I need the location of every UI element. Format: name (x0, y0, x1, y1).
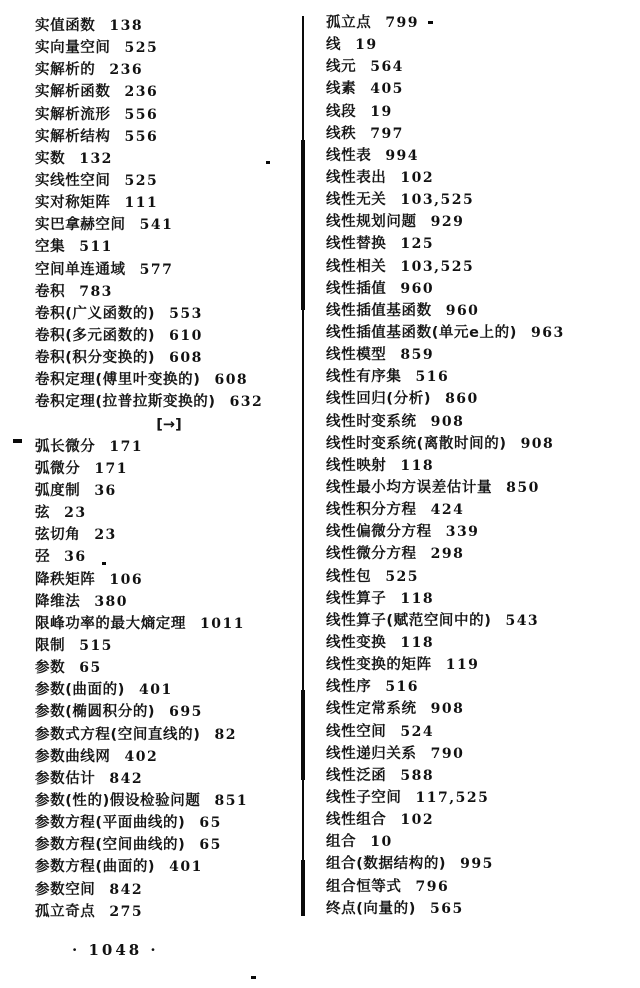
index-entry-page-numbers: 103,525 (400, 258, 475, 275)
index-entry (35, 856, 303, 878)
index-entry (326, 278, 632, 300)
index-entry (326, 167, 632, 189)
index-entry (35, 746, 303, 768)
index-entry-page-numbers: 796 (415, 878, 450, 895)
index-entry-page-numbers: 960 (445, 302, 480, 319)
index-entry-page-numbers: 799 (385, 15, 420, 32)
index-entry-page-numbers: 236 (109, 62, 144, 79)
index-entry-term: 线性递归关系 (326, 745, 417, 762)
column-divider-rule-thick-segment (301, 690, 305, 780)
index-entry (326, 433, 632, 455)
index-entry-page-numbers: 19 (370, 103, 393, 120)
index-entry-term: 参数方程(平面曲线的) (35, 815, 186, 832)
column-divider-rule-thick-segment (301, 140, 305, 310)
index-entry (35, 657, 303, 679)
index-entry-page-numbers: 102 (400, 812, 435, 829)
index-entry-term: 参数(曲面的) (35, 682, 125, 699)
index-entry-term: 实巴拿赫空间 (35, 217, 126, 234)
index-entry-page-numbers: 908 (520, 435, 555, 452)
column-divider-rule-thick-segment (301, 860, 305, 916)
index-entry (35, 458, 303, 480)
index-entry (35, 569, 303, 591)
index-entry-term: 线性变换的矩阵 (326, 657, 432, 674)
scan-artifact-edge-dash (13, 439, 22, 443)
index-entry (326, 101, 632, 123)
index-entry (326, 388, 632, 410)
index-entry-page-numbers: 859 (400, 347, 435, 364)
index-entry-page-numbers: 339 (445, 524, 480, 541)
index-entry-page-numbers: 19 (355, 37, 378, 54)
index-entry-page-numbers: 82 (214, 726, 237, 743)
index-entry (35, 724, 303, 746)
index-entry-term: 线性最小均方误差估计量 (326, 480, 493, 497)
index-entry (35, 524, 303, 546)
index-entry-page-numbers: 402 (124, 748, 159, 765)
index-entry-page-numbers: 117,525 (415, 789, 490, 806)
index-entry-term: 实解析的 (35, 62, 96, 79)
index-entry-page-numbers: 610 (169, 328, 203, 345)
index-entry (35, 170, 303, 192)
index-entry-page-numbers: 994 (385, 147, 420, 164)
index-entry-page-numbers: 405 (370, 81, 404, 98)
index-entry (35, 37, 303, 59)
index-entry-term: 组合(数据结构的) (326, 856, 447, 873)
index-entry-page-numbers: 556 (124, 106, 159, 123)
index-entry (326, 566, 632, 588)
index-entry (35, 148, 303, 170)
index-entry-page-numbers: 516 (415, 369, 450, 386)
index-entry-page-numbers: 171 (109, 438, 144, 455)
index-entry-term: 实对称矩阵 (35, 195, 111, 212)
index-entry-term: 降维法 (35, 593, 81, 610)
index-entry (35, 325, 303, 347)
index-entry-term: 卷积定理(傅里叶变换的) (35, 372, 201, 389)
index-entry-term: 卷积 (35, 283, 66, 300)
index-entry-page-numbers: 118 (400, 457, 435, 474)
index-entry-term: 参数 (35, 660, 66, 677)
index-entry (35, 480, 303, 502)
index-entry-term: 弦 (35, 505, 51, 522)
scan-artifact-dot (251, 976, 256, 979)
index-entry-page-numbers: 995 (460, 856, 494, 873)
index-entry-term: 参数估计 (35, 770, 96, 787)
index-entry (326, 499, 632, 521)
index-entry (326, 765, 632, 787)
index-entry-term: 线性子空间 (326, 789, 402, 806)
index-entry (35, 391, 303, 413)
index-entry (326, 34, 632, 56)
index-entry-term: 线性泛函 (326, 767, 387, 784)
index-entry-page-numbers: 118 (400, 590, 435, 607)
index-entry-page-numbers: 963 (531, 325, 565, 342)
index-entry-page-numbers: 171 (94, 460, 129, 477)
index-entry (326, 521, 632, 543)
index-entry-term: 线性变换 (326, 635, 387, 651)
index-entry (326, 787, 632, 809)
index-entry-term: 空集 (35, 239, 66, 256)
index-entry (35, 126, 303, 148)
index-entry-page-numbers: 380 (94, 593, 129, 610)
index-entry-term: 弦切角 (35, 527, 81, 544)
index-entry-term: 线性组合 (326, 812, 387, 829)
index-entry-page-numbers: 577 (139, 261, 174, 278)
index-column-right (326, 12, 632, 920)
index-entry (35, 214, 303, 236)
index-entry (35, 236, 303, 258)
index-entry (326, 300, 632, 322)
scan-artifact-dot (102, 562, 106, 565)
index-entry (326, 676, 632, 698)
index-entry-page-numbers: 608 (169, 350, 203, 367)
index-entry-page-numbers: 132 (79, 150, 113, 167)
index-entry (326, 632, 632, 654)
index-entry (35, 281, 303, 303)
index-entry (35, 790, 303, 812)
index-entry-term: 线素 (326, 81, 357, 98)
index-entry-term: 降秩矩阵 (35, 571, 96, 588)
index-entry-page-numbers: 36 (64, 549, 87, 566)
index-entry-page-numbers: 119 (445, 657, 480, 674)
index-entry-term: 实解析结构 (35, 128, 111, 145)
index-entry (326, 654, 632, 676)
index-entry-term: 线性插值基函数(单元e上的) (326, 325, 517, 342)
index-entry-term: 弪 (35, 549, 51, 566)
index-entry-page-numbers: 553 (169, 305, 203, 322)
index-entry (326, 211, 632, 233)
index-entry-page-numbers: 695 (169, 704, 203, 721)
index-entry (35, 104, 303, 126)
index-entry (35, 369, 303, 391)
index-entry-term: 实线性空间 (35, 173, 111, 190)
index-entry-term: 参数式方程(空间直线的) (35, 726, 201, 743)
index-entry-page-numbers: 842 (109, 881, 144, 898)
index-entry-page-numbers: 960 (400, 280, 435, 297)
index-entry (35, 591, 303, 613)
index-entry-term: 参数(性的)假设检验问题 (35, 792, 201, 809)
index-entry (326, 721, 632, 743)
index-entry-page-numbers: 860 (445, 391, 479, 408)
index-entry (326, 123, 632, 145)
index-entry-term: 线性规划问题 (326, 214, 417, 231)
index-entry (326, 853, 632, 875)
index-entry-page-numbers: 65 (199, 837, 222, 854)
index-entry-term: 实解析函数 (35, 84, 111, 101)
index-entry-page-numbers: 65 (199, 815, 222, 832)
index-entry-term: 孤立奇点 (35, 903, 96, 920)
index-entry-page-numbers: 516 (385, 679, 420, 696)
index-entry-page-numbers: 783 (79, 283, 113, 300)
index-entry-term: 线秩 (326, 125, 357, 142)
index-entry-term: 线性相关 (326, 258, 387, 275)
index-entry-page-numbers: 401 (138, 682, 173, 699)
index-entry-term: [→] (156, 416, 182, 433)
page-number: · 1048 · (72, 941, 159, 959)
index-entry (326, 411, 632, 433)
index-entry-term: 实值函数 (35, 18, 96, 35)
index-entry-term: 参数(椭圆积分的) (35, 704, 156, 721)
index-entry (35, 15, 303, 37)
index-entry-page-numbers: 23 (94, 527, 117, 544)
index-entry-page-numbers: 118 (400, 635, 435, 651)
index-entry (326, 455, 632, 477)
index-entry (35, 347, 303, 369)
index-entry-page-numbers: 236 (124, 84, 159, 101)
index-entry (35, 613, 303, 635)
index-entry (326, 875, 632, 897)
index-entry-page-numbers: 401 (169, 859, 203, 876)
index-entry-page-numbers: 102 (400, 170, 435, 187)
index-entry-term: 组合 (326, 834, 357, 851)
index-entry-term: 线性算子 (326, 590, 387, 607)
index-entry-term: 限峰功率的最大熵定理 (35, 615, 186, 632)
index-entry-term: 弧微分 (35, 460, 81, 477)
index-entry (326, 256, 632, 278)
index-entry (326, 56, 632, 78)
index-entry (326, 145, 632, 167)
index-entry-page-numbers: 588 (400, 767, 435, 784)
index-entry-term: 孤立点 (326, 15, 372, 32)
index-entry-page-numbers: 125 (400, 236, 435, 253)
index-entry (35, 878, 303, 900)
index-entry-term: 卷积(广义函数的) (35, 305, 156, 322)
index-entry (326, 344, 632, 366)
index-entry-page-numbers: 1011 (200, 615, 245, 632)
index-entry (35, 436, 303, 458)
index-entry (326, 898, 632, 920)
index-entry-term: 线 (326, 37, 342, 54)
index-entry-term: 线性表出 (326, 170, 387, 187)
index-entry-page-numbers: 36 (94, 483, 117, 500)
index-entry-term: 空间单连通域 (35, 261, 126, 278)
index-entry-page-numbers: 556 (124, 128, 159, 145)
index-entry (35, 812, 303, 834)
index-entry-page-numbers: 543 (505, 612, 540, 629)
index-entry-page-numbers: 541 (139, 217, 174, 234)
index-entry-page-numbers: 851 (214, 792, 249, 809)
index-entry-term: 线性序 (326, 679, 372, 696)
index-entry (326, 809, 632, 831)
index-entry-page-numbers: 525 (385, 568, 420, 585)
index-entry-term: 线性映射 (326, 457, 387, 474)
index-entry-term: 卷积(多元函数的) (35, 328, 156, 345)
index-entry-page-numbers: 275 (109, 903, 144, 920)
index-entry-page-numbers: 65 (79, 660, 102, 677)
index-entry-term: 线性无关 (326, 192, 387, 209)
index-entry-page-numbers: 23 (64, 505, 87, 522)
index-entry-page-numbers: 608 (214, 372, 249, 389)
index-entry-term: 弧长微分 (35, 438, 96, 455)
index-entry-term: 线性插值 (326, 280, 387, 297)
index-entry (35, 81, 303, 103)
index-entry-page-numbers: 929 (430, 214, 465, 231)
index-entry (326, 698, 632, 720)
index-entry-term: 线性定常系统 (326, 701, 417, 718)
index-entry (326, 233, 632, 255)
index-entry-page-numbers: 564 (370, 59, 404, 76)
index-entry-page-numbers: 525 (124, 40, 159, 57)
index-entry-page-numbers: 138 (109, 18, 144, 35)
index-entry-term: 实解析流形 (35, 106, 111, 123)
index-entry (35, 303, 303, 325)
index-entry-page-numbers: 908 (430, 701, 465, 718)
index-entry-page-numbers: 424 (430, 502, 465, 519)
index-entry-page-numbers: 515 (79, 638, 113, 654)
index-entry (326, 743, 632, 765)
index-entry-page-numbers: 10 (370, 834, 393, 851)
index-entry (35, 679, 303, 701)
index-entry-term: 线性空间 (326, 723, 387, 740)
index-entry (326, 189, 632, 211)
index-entry-page-numbers: 106 (109, 571, 144, 588)
continuation-marker (35, 414, 303, 436)
index-entry (35, 701, 303, 723)
index-entry (35, 546, 303, 568)
index-entry-page-numbers: 632 (229, 394, 264, 411)
index-entry-term: 线性时变系统(离散时间的) (326, 435, 507, 452)
index-entry-term: 线性模型 (326, 347, 387, 364)
index-entry (35, 502, 303, 524)
index-entry-term: 线性表 (326, 147, 372, 164)
index-entry-term: 终点(向量的) (326, 900, 416, 917)
index-entry (35, 192, 303, 214)
index-entry (326, 322, 632, 344)
index-entry-term: 线性偏微分方程 (326, 524, 432, 541)
index-entry-page-numbers: 908 (430, 413, 465, 430)
index-entry-page-numbers: 525 (124, 173, 159, 190)
index-entry-term: 参数空间 (35, 881, 96, 898)
index-entry-term: 卷积(积分变换的) (35, 350, 156, 367)
index-entry-term: 组合恒等式 (326, 878, 402, 895)
index-entry (326, 477, 632, 499)
scan-artifact-dot (266, 161, 270, 164)
index-entry-term: 线段 (326, 103, 357, 120)
index-entry (326, 610, 632, 632)
index-entry-term: 实向量空间 (35, 40, 111, 57)
index-entry-term: 线性回归(分析) (326, 391, 432, 408)
index-entry-term: 线性算子(赋范空间中的) (326, 612, 492, 629)
index-entry-term: 实数 (35, 150, 66, 167)
index-entry-term: 线性插值基函数 (326, 302, 432, 319)
index-entry (326, 543, 632, 565)
index-entry-page-numbers: 103,525 (400, 192, 475, 209)
index-column-left (35, 15, 303, 923)
index-entry (35, 768, 303, 790)
index-entry-term: 参数方程(空间曲线的) (35, 837, 186, 854)
index-entry (35, 259, 303, 281)
index-entry-term: 弧度制 (35, 483, 81, 500)
index-entry (326, 12, 632, 34)
index-entry (326, 78, 632, 100)
index-entry (326, 831, 632, 853)
index-entry (35, 901, 303, 923)
index-entry-page-numbers: 797 (370, 125, 404, 142)
index-entry-page-numbers: 850 (506, 480, 540, 497)
index-entry (35, 834, 303, 856)
index-entry (35, 59, 303, 81)
index-entry-term: 线性积分方程 (326, 502, 417, 519)
index-entry-term: 线元 (326, 59, 357, 76)
index-entry-page-numbers: 565 (429, 900, 464, 917)
index-entry-page-numbers: 511 (79, 239, 113, 256)
index-entry-page-numbers: 524 (400, 723, 435, 740)
index-entry-term: 线性替换 (326, 236, 387, 253)
index-entry (35, 635, 303, 657)
index-entry-term: 卷积定理(拉普拉斯变换的) (35, 394, 216, 411)
index-entry-page-numbers: 111 (124, 195, 159, 212)
index-entry-term: 线性时变系统 (326, 413, 417, 430)
scan-artifact-dot (428, 21, 433, 24)
index-entry-term: 线性有序集 (326, 369, 402, 386)
index-entry (326, 366, 632, 388)
index-entry-page-numbers: 298 (430, 546, 465, 563)
index-entry-term: 线性微分方程 (326, 546, 417, 563)
index-entry-term: 线性包 (326, 568, 372, 585)
index-entry (326, 588, 632, 610)
index-entry-page-numbers: 790 (430, 745, 465, 762)
index-entry-term: 参数曲线网 (35, 748, 111, 765)
index-entry-term: 参数方程(曲面的) (35, 859, 156, 876)
index-entry-term: 限制 (35, 638, 66, 654)
index-entry-page-numbers: 842 (109, 770, 144, 787)
